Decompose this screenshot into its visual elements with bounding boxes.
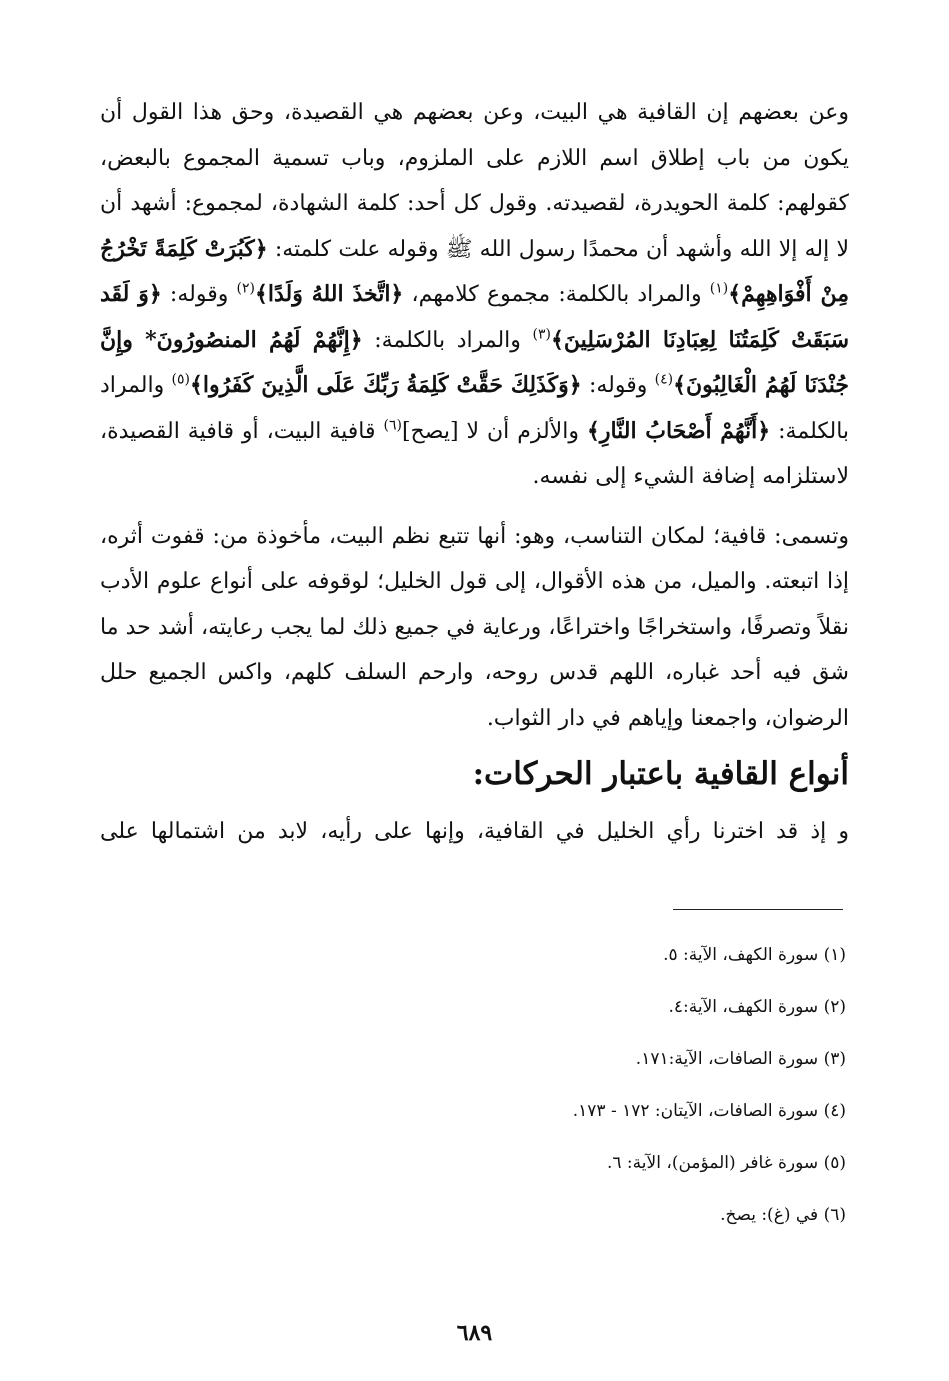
para1-text-4: والمراد بالكلمة:	[374, 327, 521, 353]
footnote-marker-2: (٢)	[236, 280, 255, 297]
para1-text-3: وقوله:	[169, 282, 229, 307]
quran-verse-4: ﴿إِنَّهُمْ لَهُمُ المنصُورُونَ* وإِنَّ جُنْدَنَا لَهُمُ الْغَالِبُونَ﴾	[100, 326, 849, 398]
footnote-3: (٣) سورة الصافات، الآية:١٧١.	[635, 1049, 846, 1069]
footnote-marker-4: (٤)	[654, 371, 674, 388]
footnote-separator	[673, 909, 843, 910]
paragraph-1	[100, 90, 849, 500]
footnote-marker-6: (٦)	[383, 417, 402, 434]
para1-text-1: وعن بعضهم إن القافية هي البيت، وعن بعضهم هي القصيدة، وحق هذا القول أن يكون من باب إطلاق اسم اللازم على الملزوم، وباب تسمية المجموع بالبعض، كقولهم: كلمة الحويدرة، لقصيدته. وقول كل أحد: كلمة الشهادة، لمجموع: أشهد أن لا إله إلا الله وأشهد أن محمدًا رسول الله ﷺ وقوله علت كلمته:	[100, 100, 849, 262]
footnote-5: (٥) سورة غافر (المؤمن)، الآية: ٦.	[606, 1153, 846, 1173]
para1-text-5: وقوله:	[588, 373, 648, 398]
section-heading: أنواع القافية باعتبار الحركات:	[472, 756, 849, 792]
para1-text-8: قافية البيت، أو قافية القصيدة، لاستلزامه إضافة الشيء إلى نفسه.	[100, 418, 849, 489]
footnote-4: (٤) سورة الصافات، الآيتان: ١٧٢ - ١٧٣.	[572, 1101, 846, 1121]
footnote-2: (٢) سورة الكهف، الآية:٤.	[668, 997, 846, 1017]
footnotes-list	[286, 942, 846, 1254]
paragraph-3: و إذ قد اخترنا رأي الخليل في القافية، وإنها على رأيه، لابد من اشتمالها على	[100, 819, 849, 844]
quran-verse-2: ﴿اتَّخذَ اللهُ وَلَدًا﴾	[255, 281, 404, 307]
quran-verse-3: ﴿وَ لَقَد سَبَقَتْ كَلِمَتُنَا لِعِبَادِنَا المُرْسَلِينَ﴾	[100, 281, 850, 353]
para1-text-2: والمراد بالكلمة: مجموع كلامهم،	[411, 282, 702, 307]
quran-verse-5: ﴿وَكَذَلِكَ حَقَّتْ كَلِمَةُ رَبِّكَ عَلَى الَّذِينَ كَفَرُوا﴾	[189, 372, 582, 398]
footnote-marker-5: (٥)	[171, 371, 190, 388]
quran-verse-6: ﴿أَنَّهُمْ أَصْحَابُ النَّارِ﴾	[586, 417, 771, 444]
main-text	[100, 90, 849, 854]
paragraph-2: وتسمى: قافية؛ لمكان التناسب، وهو: أنها تتبع نظم البيت، مأخوذة من: قفوت أثره، إذا اتبعته. والميل، من هذه الأقوال، إلى قول الخليل؛ لوقوفه على أنواع علوم الأدب نقلاً وتصرفًا، واستخراجًا واختراعًا، ورعاية في جميع ذلك لما يجب رعايته، أشد حد ما شق فيه أحد غباره، اللهم قدس روحه، وارحم السلف كلهم، واكس الجميع حلل الرضوان، واجمعنا وإياهم في دار الثواب.	[100, 523, 849, 731]
para1-text-7: والألزم أن لا [يصح]	[401, 418, 579, 444]
footnote-marker-1: (١)	[709, 280, 729, 297]
footnote-6: (٦) في (غ): يصخ.	[720, 1205, 846, 1225]
page-number: ٦٨٩	[456, 1320, 493, 1346]
footnote-marker-3: (٣)	[532, 326, 551, 343]
quran-verse-1: ﴿كَبُرَتْ كَلِمَةً تَخْرُجُ مِنْ أَفْوَاهِهِمْ﴾	[100, 235, 850, 307]
para1-text-6: والمراد بالكلمة:	[100, 373, 850, 444]
footnote-1: (١) سورة الكهف، الآية: ٥.	[663, 945, 846, 965]
